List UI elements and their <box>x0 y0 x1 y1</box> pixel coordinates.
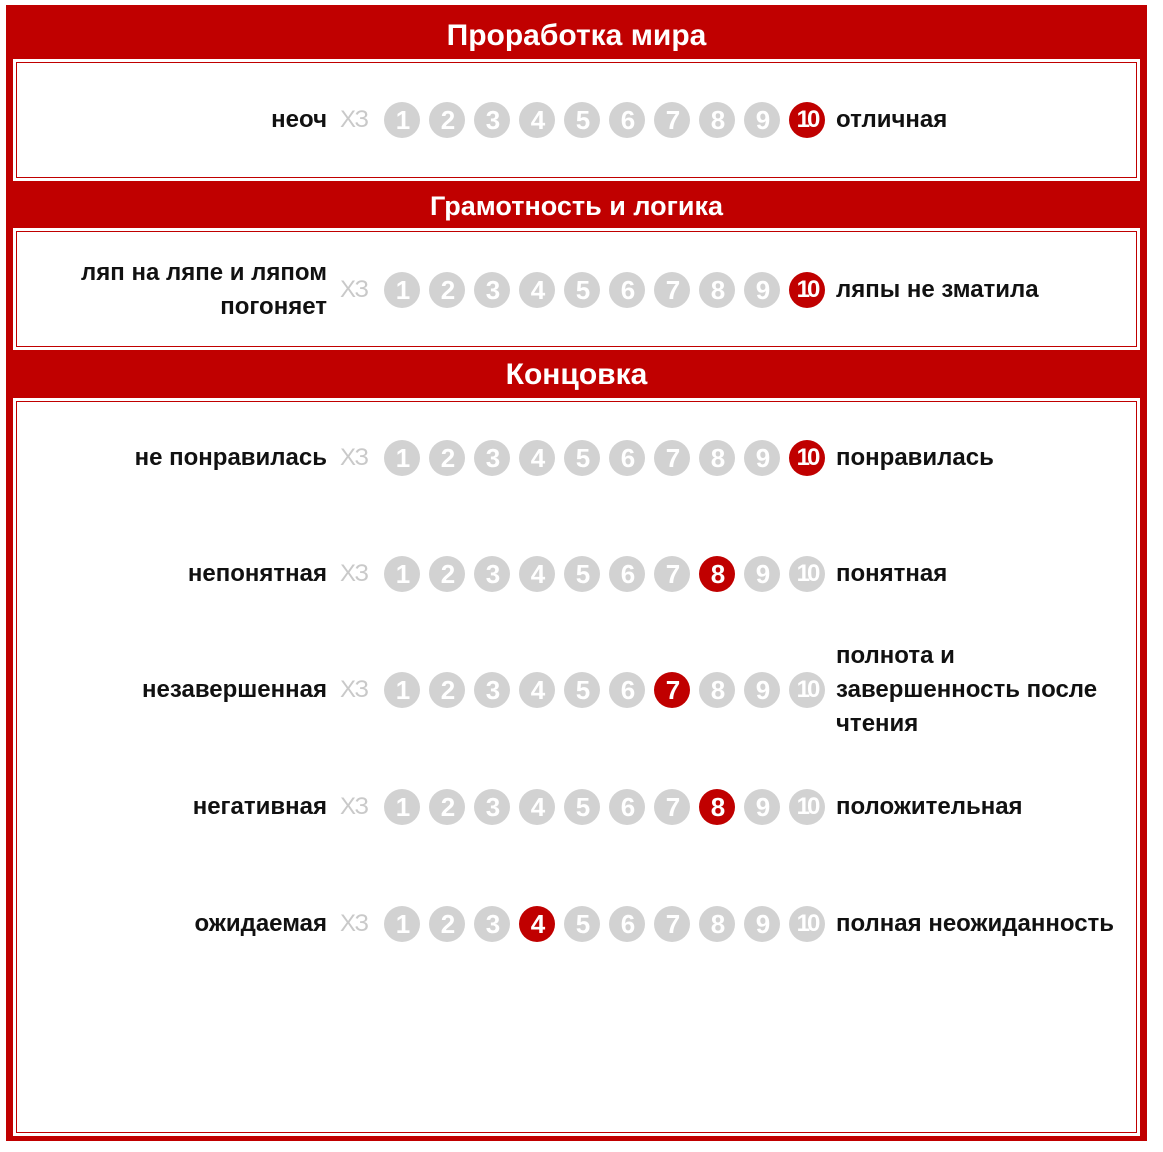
rating-option-9[interactable]: 9 <box>744 906 780 942</box>
rating-option-4[interactable]: 4 <box>519 556 555 592</box>
rating-option-10[interactable]: 10 <box>789 789 825 825</box>
rating-option-1[interactable]: 1 <box>384 102 420 138</box>
rating-option-5[interactable]: 5 <box>564 906 600 942</box>
rating-option-4[interactable]: 4 <box>519 440 555 476</box>
rating-option-7[interactable]: 7 <box>654 672 690 708</box>
section-header-ending: Концовка <box>505 358 648 391</box>
rating-option-8[interactable]: 8 <box>699 440 735 476</box>
rating-option-2[interactable]: 2 <box>429 789 465 825</box>
rating-right-label: отличная <box>836 106 948 133</box>
rating-option-8[interactable]: 8 <box>699 556 735 592</box>
rating-option-1[interactable]: 1 <box>384 906 420 942</box>
rating-right-label: понятная <box>836 560 948 587</box>
rating-option-7[interactable]: 7 <box>654 789 690 825</box>
rating-left-label: неоч <box>271 106 327 133</box>
rating-option-unknown[interactable]: ХЗ <box>340 676 368 703</box>
rating-right-label: положительная <box>836 793 1023 820</box>
rating-row-ending-liked <box>0 440 1163 476</box>
rating-option-unknown[interactable]: ХЗ <box>340 276 368 303</box>
rating-option-6[interactable]: 6 <box>609 672 645 708</box>
rating-option-7[interactable]: 7 <box>654 906 690 942</box>
section-header-literacy-logic: Грамотность и логика <box>430 190 723 221</box>
rating-option-1[interactable]: 1 <box>384 440 420 476</box>
rating-option-1[interactable]: 1 <box>384 672 420 708</box>
rating-option-10[interactable]: 10 <box>789 906 825 942</box>
rating-option-9[interactable]: 9 <box>744 672 780 708</box>
rating-option-2[interactable]: 2 <box>429 440 465 476</box>
rating-option-3[interactable]: 3 <box>474 672 510 708</box>
rating-right-label: полнота и завершенность после чтения <box>836 642 1098 737</box>
rating-option-4[interactable]: 4 <box>519 102 555 138</box>
rating-option-2[interactable]: 2 <box>429 556 465 592</box>
rating-row-ending-completeness <box>0 642 1163 737</box>
rating-option-3[interactable]: 3 <box>474 102 510 138</box>
rating-left-label: не понравилась <box>134 444 327 471</box>
rating-option-5[interactable]: 5 <box>564 440 600 476</box>
rating-right-label: полная неожиданность <box>836 910 1115 937</box>
rating-option-2[interactable]: 2 <box>429 272 465 308</box>
rating-left-label: ляп на ляпе и ляпом погоняет <box>81 259 327 320</box>
rating-option-4[interactable]: 4 <box>519 906 555 942</box>
rating-option-6[interactable]: 6 <box>609 789 645 825</box>
rating-option-9[interactable]: 9 <box>744 102 780 138</box>
rating-option-3[interactable]: 3 <box>474 440 510 476</box>
section-header-world-building: Проработка мира <box>446 19 707 52</box>
rating-option-3[interactable]: 3 <box>474 906 510 942</box>
rating-right-label: ляпы не зматила <box>836 276 1039 303</box>
rating-option-5[interactable]: 5 <box>564 789 600 825</box>
rating-option-9[interactable]: 9 <box>744 789 780 825</box>
rating-option-1[interactable]: 1 <box>384 556 420 592</box>
section-panel-ending <box>16 401 1137 1133</box>
rating-option-6[interactable]: 6 <box>609 556 645 592</box>
rating-option-unknown[interactable]: ХЗ <box>340 106 368 133</box>
rating-option-8[interactable]: 8 <box>699 272 735 308</box>
rating-option-5[interactable]: 5 <box>564 102 600 138</box>
rating-option-3[interactable]: 3 <box>474 272 510 308</box>
rating-row-ending-tone <box>0 789 1163 825</box>
rating-option-9[interactable]: 9 <box>744 556 780 592</box>
rating-option-5[interactable]: 5 <box>564 272 600 308</box>
rating-option-10[interactable]: 10 <box>789 556 825 592</box>
rating-option-4[interactable]: 4 <box>519 672 555 708</box>
rating-option-10[interactable]: 10 <box>789 440 825 476</box>
rating-option-3[interactable]: 3 <box>474 556 510 592</box>
rating-option-6[interactable]: 6 <box>609 440 645 476</box>
rating-option-2[interactable]: 2 <box>429 672 465 708</box>
rating-option-7[interactable]: 7 <box>654 440 690 476</box>
rating-row-world-building <box>0 102 1163 138</box>
rating-option-6[interactable]: 6 <box>609 272 645 308</box>
rating-option-4[interactable]: 4 <box>519 272 555 308</box>
rating-option-8[interactable]: 8 <box>699 672 735 708</box>
rating-option-1[interactable]: 1 <box>384 789 420 825</box>
rating-option-9[interactable]: 9 <box>744 440 780 476</box>
rating-option-5[interactable]: 5 <box>564 672 600 708</box>
rating-option-4[interactable]: 4 <box>519 789 555 825</box>
rating-option-5[interactable]: 5 <box>564 556 600 592</box>
rating-option-9[interactable]: 9 <box>744 272 780 308</box>
rating-option-2[interactable]: 2 <box>429 906 465 942</box>
rating-option-6[interactable]: 6 <box>609 102 645 138</box>
rating-left-label: незавершенная <box>142 676 327 703</box>
rating-row-ending-clarity <box>0 556 1163 592</box>
rating-row-ending-surprise <box>0 906 1163 942</box>
rating-option-8[interactable]: 8 <box>699 102 735 138</box>
rating-right-label: понравилась <box>836 444 994 471</box>
rating-row-literacy-logic <box>0 259 1163 320</box>
rating-option-7[interactable]: 7 <box>654 556 690 592</box>
rating-option-unknown[interactable]: ХЗ <box>340 444 368 471</box>
rating-option-6[interactable]: 6 <box>609 906 645 942</box>
rating-option-7[interactable]: 7 <box>654 102 690 138</box>
rating-option-10[interactable]: 10 <box>789 672 825 708</box>
rating-option-10[interactable]: 10 <box>789 102 825 138</box>
rating-option-2[interactable]: 2 <box>429 102 465 138</box>
rating-option-unknown[interactable]: ХЗ <box>340 793 368 820</box>
rating-option-7[interactable]: 7 <box>654 272 690 308</box>
rating-option-8[interactable]: 8 <box>699 906 735 942</box>
rating-left-label: ожидаемая <box>194 910 327 937</box>
rating-option-unknown[interactable]: ХЗ <box>340 560 368 587</box>
rating-option-unknown[interactable]: ХЗ <box>340 910 368 937</box>
rating-option-8[interactable]: 8 <box>699 789 735 825</box>
rating-option-3[interactable]: 3 <box>474 789 510 825</box>
rating-option-10[interactable]: 10 <box>789 272 825 308</box>
rating-option-1[interactable]: 1 <box>384 272 420 308</box>
rating-left-label: непонятная <box>187 560 327 587</box>
rating-left-label: негативная <box>192 793 327 820</box>
